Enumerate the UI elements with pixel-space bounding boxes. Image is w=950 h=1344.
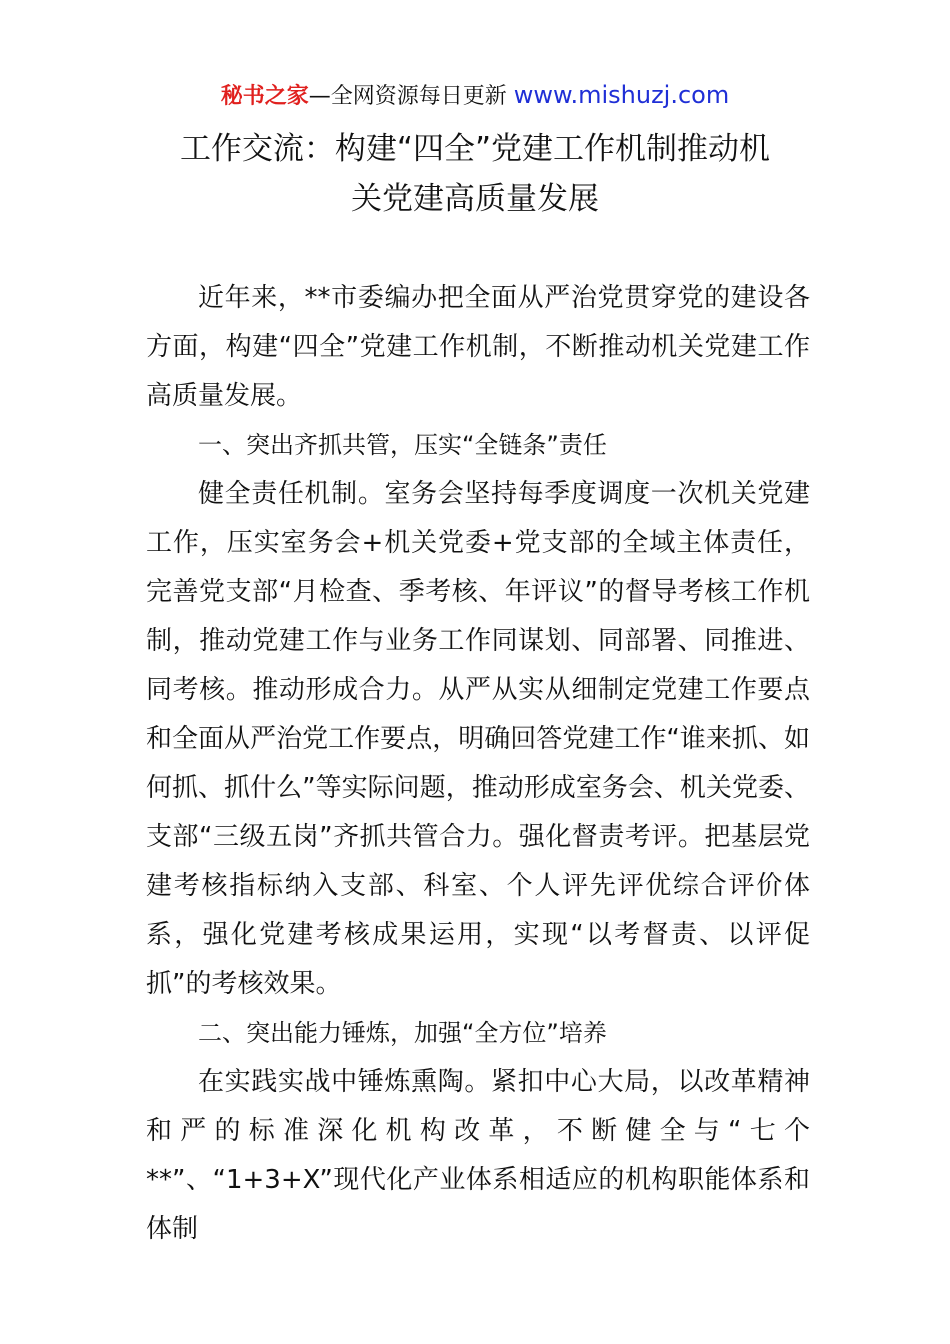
section-heading-1: 一、突出齐抓共管，压实“全链条”责任 xyxy=(198,431,607,459)
brand-name: 秘书之家 xyxy=(220,84,309,109)
section-1-paragraph: 健全责任机制。室务会坚持每季度调度一次机关党建工作，压实室务会+机关党委+党支部的全域主体责任，完善党支部“月检查、季考核、年评议”的督导考核工作机制，推动党建工作与业务工作同谋划、同部署、同推进、同考核。推动形成合力。从严从实从细制定党建工作要点和全面从严治党工作要点，明确回答党建工作“谁来抓、如何抓、抓什么”等实际问题，推动形成室务会、机关党委、支部“三级五岗”齐抓共管合力。强化督责考评。把基层党建考核指标纳入支部、科室、个人评先评优综合评价体系，强化党建考核成果运用，实现“以考督责、以评促抓”的考核效果。 xyxy=(146,479,810,999)
header-tagline: —全网资源每日更新 xyxy=(308,84,507,109)
title-line-2: 关党建高质量发展 xyxy=(351,181,599,217)
intro-paragraph: 近年来，**市委编办把全面从严治党贯穿党的建设各方面，构建“四全”党建工作机制，不断推动机关党建工作高质量发展。 xyxy=(146,283,810,411)
site-url-link[interactable]: www.mishuzj.com xyxy=(513,81,730,109)
title-line-1: 工作交流：构建“四全”党建工作机制推动机 xyxy=(179,131,771,167)
section-heading-2: 二、突出能力锤炼，加强“全方位”培养 xyxy=(198,1019,607,1047)
document-title xyxy=(0,124,950,224)
document-body xyxy=(146,274,810,1254)
site-header xyxy=(0,78,950,114)
section-2-paragraph: 在实践实战中锤炼熏陶。紧扣中心大局，以改革精神和严的标准深化机构改革，不断健全与“七个**”、“1+3+X”现代化产业体系相适应的机构职能体系和体制 xyxy=(146,1067,810,1244)
